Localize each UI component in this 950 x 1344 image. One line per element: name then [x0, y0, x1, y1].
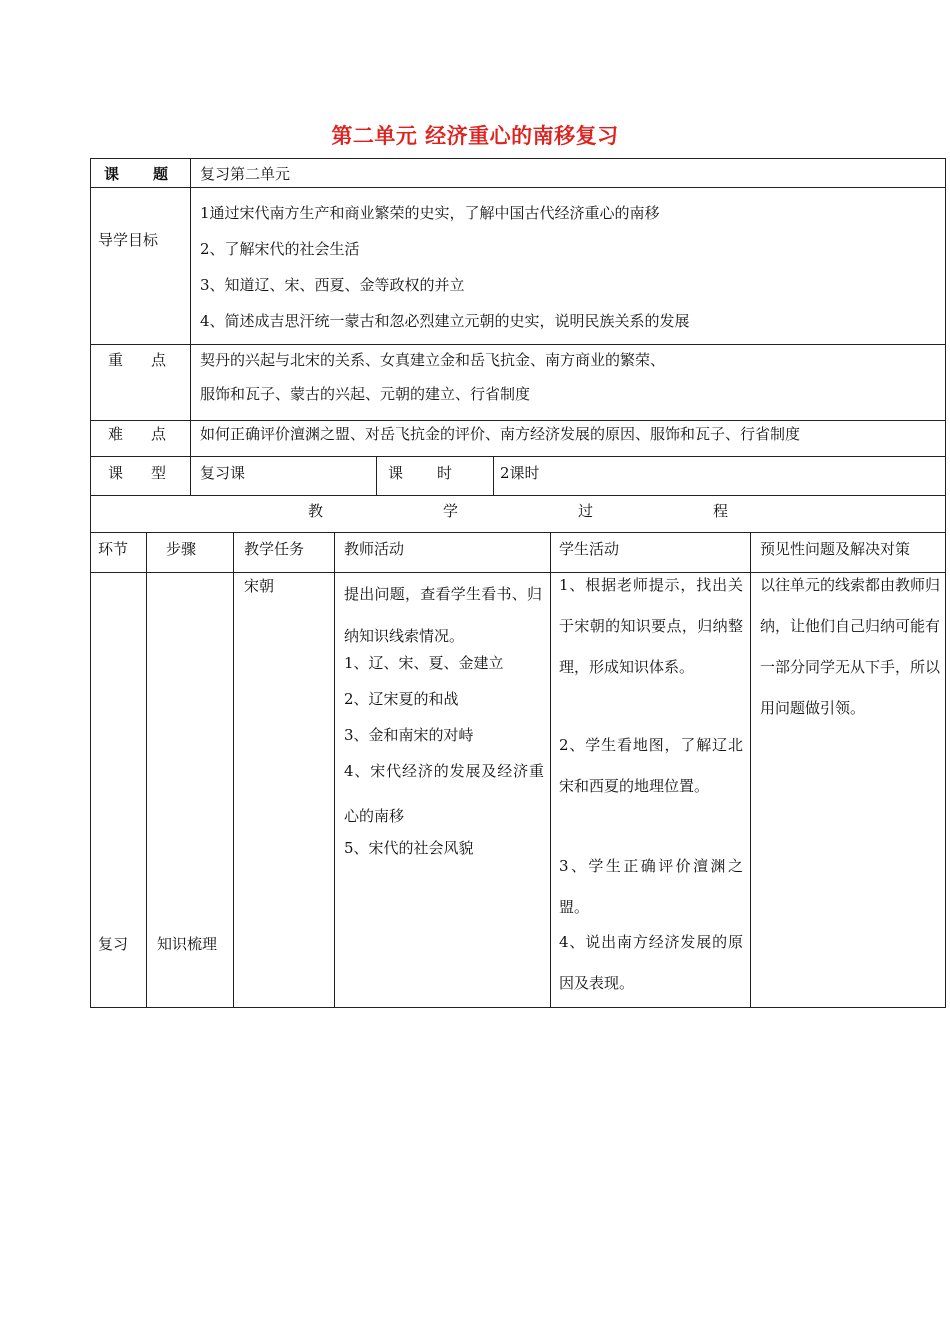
- key-points-label: 重 点: [108, 351, 166, 369]
- teacher-activity-item: 5、宋代的社会风貌: [344, 839, 474, 857]
- col-divider: [750, 532, 751, 1008]
- col-divider: [334, 532, 335, 1008]
- issues-cell: 以往单元的线索都由教师归纳，让他们自己归纳可能有一部分同学无从下手，所以用问题做引领。: [760, 576, 941, 717]
- row-divider: [90, 344, 946, 345]
- column-header-task: 教学任务: [244, 540, 305, 558]
- student-activity-item: 3、学生正确评价澶渊之盟。: [559, 857, 743, 916]
- column-header-issues: 预见性问题及解决对策: [760, 540, 911, 558]
- teacher-activity-item: 4、宋代经济的发展及经济重心的南移: [344, 762, 544, 825]
- row-divider: [90, 456, 946, 457]
- col-divider: [233, 532, 234, 1008]
- stage-cell: 复习: [98, 935, 129, 953]
- column-header-teacher: 教师活动: [344, 540, 405, 558]
- column-header-step: 步骤: [166, 540, 197, 558]
- student-activity-item: 4、说出南方经济发展的原因及表现。: [559, 933, 743, 992]
- lesson-hours-label: 课 时: [388, 464, 452, 482]
- teacher-activity-item: 1、辽、宋、夏、金建立: [344, 654, 504, 672]
- teacher-activity-intro: 提出问题，查看学生看书、归纳知识线索情况。: [344, 585, 542, 645]
- teacher-activity-item: 3、金和南宋的对峙: [344, 726, 474, 744]
- topic-value: 复习第二单元: [200, 165, 291, 183]
- column-header-student: 学生活动: [559, 540, 620, 558]
- teacher-activity-item: 2、辽宋夏的和战: [344, 690, 459, 708]
- student-activity-item: 1、根据老师提示，找出关于宋朝的知识要点，归纳整理，形成知识体系。: [559, 576, 743, 676]
- row-divider: [90, 420, 946, 421]
- row-divider: [90, 495, 946, 496]
- difficulties-label: 难 点: [108, 425, 166, 443]
- row-divider: [90, 532, 946, 533]
- goal-item: 4、简述成吉思汗统一蒙古和忽必烈建立元朝的史实，说明民族关系的发展: [200, 312, 690, 330]
- col-divider: [493, 456, 494, 495]
- goal-item: 3、知道辽、宋、西夏、金等政权的并立: [200, 276, 465, 294]
- column-header-stage: 环节: [98, 540, 129, 558]
- row-divider: [90, 187, 946, 188]
- difficulties-value: 如何正确评价澶渊之盟、对岳飞抗金的评价、南方经济发展的原因、服饰和瓦子、行省制度: [200, 425, 801, 443]
- goal-item: 2、了解宋代的社会生活: [200, 240, 360, 258]
- page-title: 第二单元 经济重心的南移复习: [331, 124, 619, 148]
- col-divider: [376, 456, 377, 495]
- process-banner: 教 学 过 程: [308, 502, 728, 520]
- lesson-hours-value: 2课时: [500, 464, 540, 482]
- topic-label: 课 题: [104, 165, 168, 183]
- goals-label: 导学目标: [98, 231, 159, 249]
- step-cell: 知识梳理: [157, 935, 218, 953]
- lesson-type-label: 课 型: [108, 464, 166, 482]
- task-cell: 宋朝: [244, 577, 275, 595]
- col-divider: [190, 158, 191, 495]
- key-points-line: 契丹的兴起与北宋的关系、女真建立金和岳飞抗金、南方商业的繁荣、: [200, 351, 666, 369]
- col-divider: [146, 532, 147, 1008]
- col-divider: [550, 532, 551, 1008]
- key-points-line: 服饰和瓦子、蒙古的兴起、元朝的建立、行省制度: [200, 385, 531, 403]
- student-activity-item: 2、学生看地图，了解辽北宋和西夏的地理位置。: [559, 736, 743, 795]
- lesson-type-value: 复习课: [200, 464, 246, 482]
- goal-item: 1通过宋代南方生产和商业繁荣的史实，了解中国古代经济重心的南移: [200, 204, 660, 222]
